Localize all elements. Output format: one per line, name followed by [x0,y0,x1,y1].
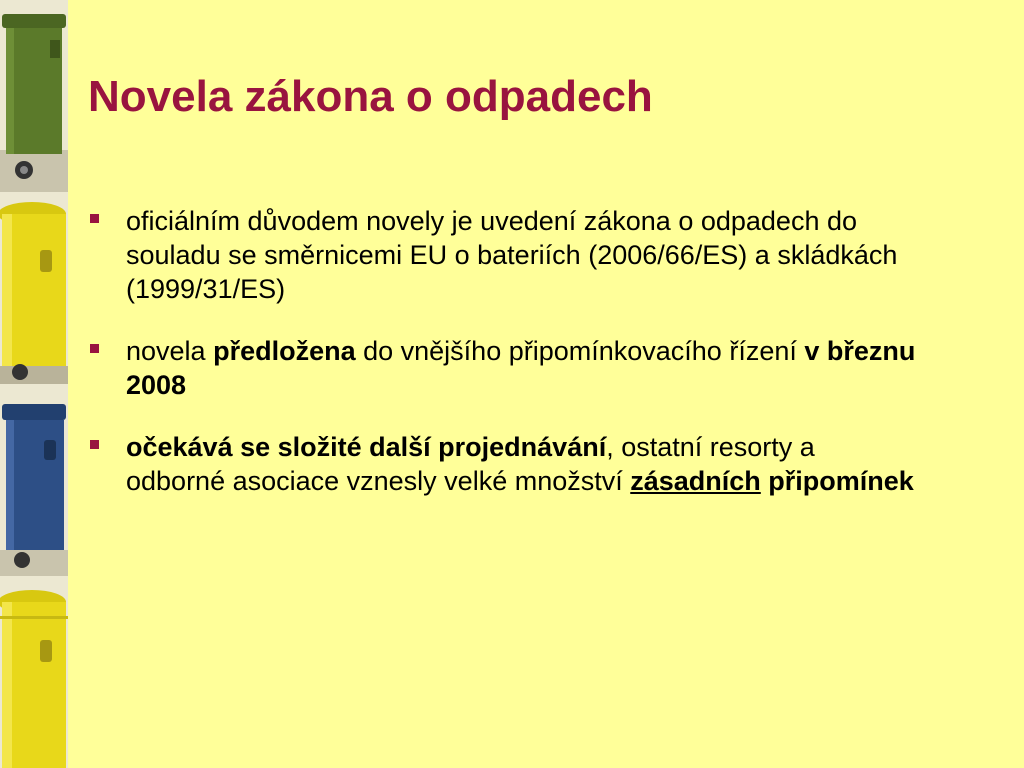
bullet-item [90,204,920,306]
yellow-waste-bin-icon [0,192,68,384]
bullet-item [90,334,920,402]
bullet-text-bold: připomínek [760,466,914,496]
bullet-list [90,204,920,526]
square-bullet-icon [90,440,99,449]
bullet-text-bold: očekává se složité další projednávání [126,432,607,462]
slide-title: Novela zákona o odpadech [88,72,653,121]
bullet-text-bold: v březnu 2008 [126,336,916,400]
bullet-text: oficiálním důvodem novely je uvedení zákona o odpadech do souladu se směrnicemi EU o bateriích (2006/66/ES) a skládkách (1999/31/ES) [126,206,898,304]
square-bullet-icon [90,214,99,223]
bullet-text-bold: předložena [213,336,356,366]
blue-waste-bin-icon [0,384,68,576]
bullet-text: , ostatní resorty a odborné asociace vznesly velké množství [126,432,815,496]
bullet-text: novela [126,336,214,366]
square-bullet-icon [90,344,99,353]
waste-bin-strip [0,0,68,768]
yellow-waste-bin-icon [0,576,68,768]
bullet-text: do vnějšího připomínkovacího řízení [355,336,805,366]
green-waste-bin-icon [0,0,68,192]
bullet-text-bold-underline: zásadních [630,466,761,496]
bullet-item [90,430,920,498]
